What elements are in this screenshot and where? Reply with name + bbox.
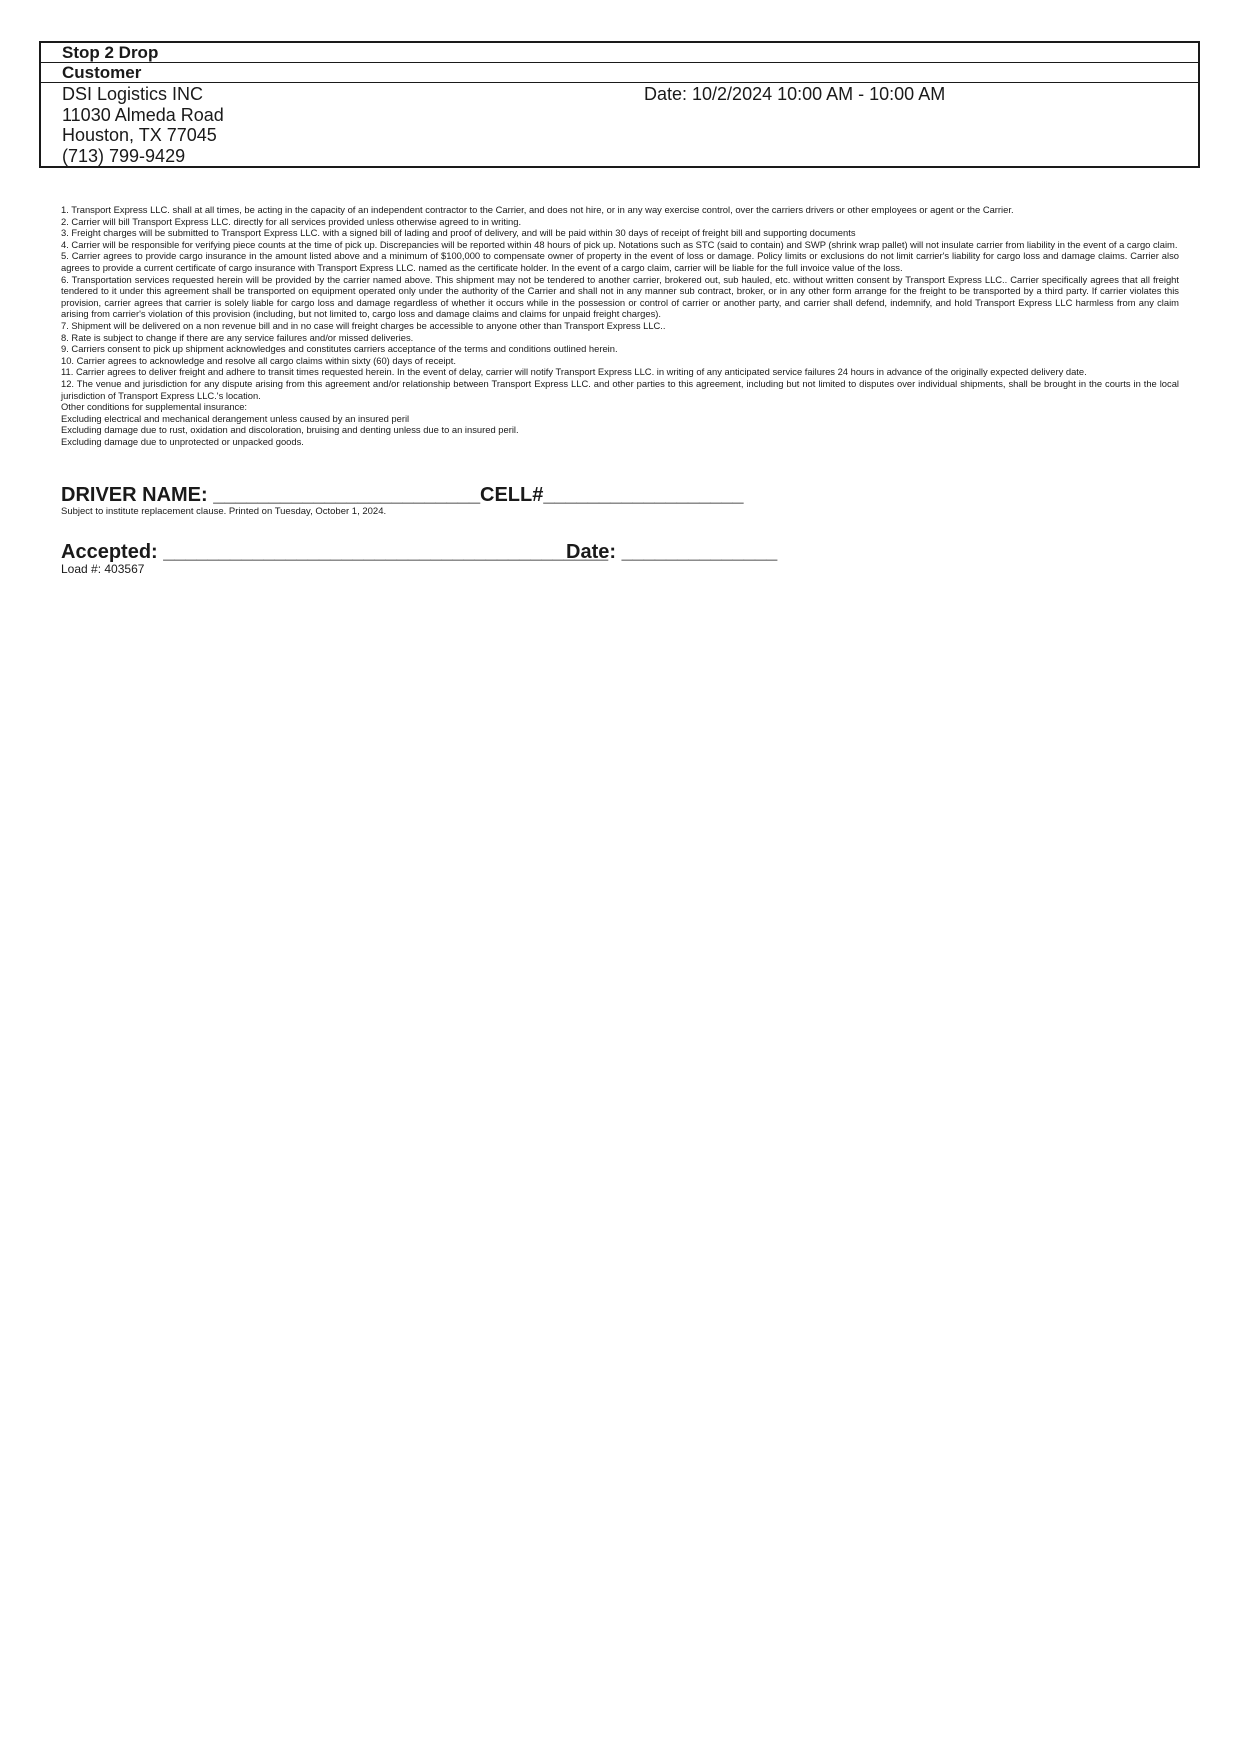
- stop-details-box: [39, 41, 1200, 168]
- driver-cell-field[interactable]: CELL#__________________: [480, 484, 744, 506]
- accepted-date-field[interactable]: Date: ______________: [566, 541, 778, 563]
- customer-name: DSI Logistics INC: [62, 84, 204, 104]
- term-item: 10. Carrier agrees to acknowledge and resolve all cargo claims within sixty (60) days of receipt.: [61, 354, 456, 366]
- term-item: 8. Rate is subject to change if there are any service failures and/or missed deliveries.: [61, 331, 414, 343]
- acceptance-line: [61, 541, 778, 564]
- term-item: 12. The venue and jurisdiction for any dispute arising from this agreement and/or relationship between Transport Express LLC. and other parties to this agreement, including but not limited to disputes over individual shipments, shall be brought in the courts in the local jurisdiction of Transport Express LLC.'s location.: [61, 377, 1179, 401]
- term-item: 4. Carrier will be responsible for verifying piece counts at the time of pick up. Discrepancies will be reported within 48 hours of pick up. Notations such as STC (said to contain) and SWP (shrink wrap pallet) will not insulate carrier from liability in the event of a cargo claim.: [61, 238, 1178, 250]
- printed-note: Subject to institute replacement clause. Printed on Tuesday, October 1, 2024.: [61, 506, 387, 517]
- customer-phone: (713) 799-9429: [62, 145, 186, 166]
- term-item: 5. Carrier agrees to provide cargo insurance in the amount listed above and a minimum of $100,000 to compensate owner of property in the event of loss or damage. Policy limits or exclusions do not limit carrier's liability for cargo loss and damage claims. Carrier also agrees to provide a current certificate of cargo insurance with Transport Express LLC. named as the certificate holder. In the event of a cargo claim, carrier will be liable for the full invoice value of the loss.: [61, 250, 1179, 273]
- customer-label: Customer: [41, 63, 1198, 83]
- supplemental-item: Excluding damage due to rust, oxidation and discoloration, bruising and denting unless due to an insured peril.: [61, 424, 519, 436]
- stop-title: Stop 2 Drop: [41, 43, 1198, 63]
- customer-address: [62, 83, 1198, 166]
- term-item: 6. Transportation services requested herein will be provided by the carrier named above. This shipment may not be tendered to another carrier, brokered out, sub hauled, etc. without written consent by Transport Express LLC.. Carrier specifically agrees that all freight tendered to it under this agreement shall be transported on equipment operated only under the authority of the Carrier and shall not in any manner sub contract, broker, or in any other form arrange for the freight to be transported by a third party. If carrier violates this provision, carrier agrees that carrier is solely liable for cargo loss and damage regardless of whether it occurs while in the possession or control of carrier or another party, and carrier shall defend, indemnify, and hold Transport Express LLC harmless from any claim arising from carrier's violation of this provision (including, but not limited to, cargo loss and damage claims and claims for unpaid freight charges).: [61, 273, 1179, 320]
- term-item: 9. Carriers consent to pick up shipment acknowledges and constitutes carriers acceptance of the terms and conditions outlined herein.: [61, 343, 618, 355]
- customer-info: [41, 83, 1198, 166]
- term-item: 3. Freight charges will be submitted to Transport Express LLC. with a signed bill of lading and proof of delivery, and will be paid within 30 days of receipt of freight bill and supporting documents: [61, 227, 856, 239]
- supplemental-item: Excluding damage due to unprotected or unpacked goods.: [61, 435, 304, 447]
- customer-city: Houston, TX 77045: [62, 125, 217, 145]
- customer-street: 11030 Almeda Road: [62, 104, 224, 125]
- driver-signature-line: [61, 484, 744, 507]
- term-item: 7. Shipment will be delivered on a non revenue bill and in no case will freight charges be accessible to anyone other than Transport Express LLC..: [61, 319, 666, 331]
- accepted-signature-field[interactable]: Accepted: ________________________________________: [61, 541, 609, 563]
- driver-name-field[interactable]: DRIVER NAME: ________________________: [61, 484, 481, 506]
- delivery-date: Date: 10/2/2024 10:00 AM - 10:00 AM: [644, 84, 946, 104]
- term-item: 2. Carrier will bill Transport Express LLC. directly for all services provided unless otherwise agreed to in writing.: [61, 215, 522, 227]
- supplemental-heading: Other conditions for supplemental insurance:: [61, 401, 248, 413]
- terms-and-conditions: [61, 204, 1179, 447]
- term-item: 1. Transport Express LLC. shall at all times, be acting in the capacity of an independent contractor to the Carrier, and does not hire, or in any way exercise control, over the carriers drivers or other employees or agent or the Carrier.: [61, 204, 1014, 215]
- supplemental-item: Excluding electrical and mechanical derangement unless caused by an insured peril: [61, 412, 410, 424]
- load-number: Load #: 403567: [61, 562, 145, 576]
- term-item: 11. Carrier agrees to deliver freight and adhere to transit times requested herein. In the event of delay, carrier will notify Transport Express LLC. in writing of any anticipated service failures 24 hours in advance of the originally expected delivery date.: [61, 366, 1087, 378]
